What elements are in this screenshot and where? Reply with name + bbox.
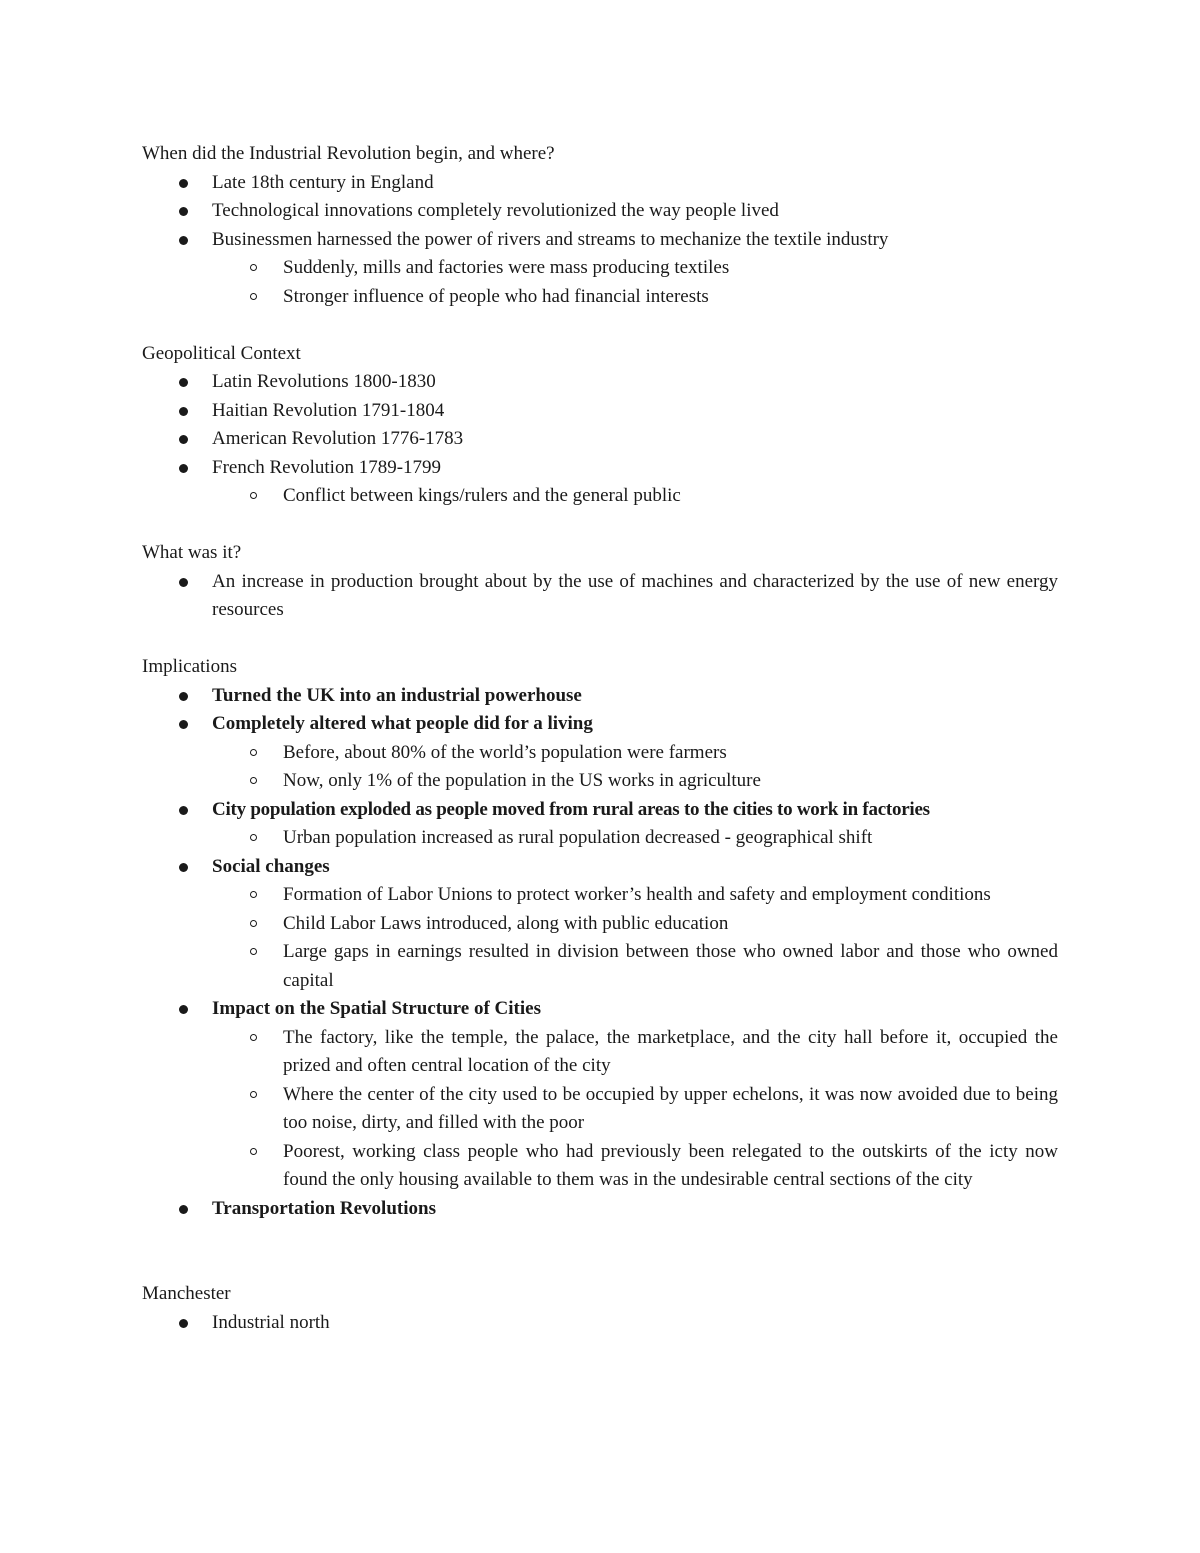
sub-list-item: Stronger influence of people who had financial interests (142, 283, 1058, 312)
bullet-list (142, 368, 1058, 511)
bullet-icon (179, 236, 188, 245)
sub-list-item: Large gaps in earnings resulted in division between those who owned labor and those who owned capital (142, 938, 1058, 995)
list-item: French Revolution 1789-1799 Conflict between kings/rulers and the general public (142, 454, 1058, 511)
sub-list-item: Urban population increased as rural population decreased - geographical shift (142, 824, 1058, 853)
bullet-list (142, 568, 1058, 625)
section-heading: What was it? (142, 542, 242, 563)
bullet-icon (179, 378, 188, 387)
sub-bullet-list (212, 482, 1058, 511)
circle-bullet-icon (250, 749, 257, 756)
circle-bullet-icon (250, 264, 257, 271)
list-item: Late 18th century in England (142, 169, 1058, 198)
bullet-icon (179, 1005, 188, 1014)
bullet-icon (179, 179, 188, 188)
bullet-icon (179, 806, 188, 815)
bullet-icon (179, 407, 188, 416)
sub-bullet-list (212, 881, 1058, 995)
section-heading: Manchester (142, 1283, 231, 1304)
bullet-icon (179, 692, 188, 701)
circle-bullet-icon (250, 1034, 257, 1041)
bullet-icon (179, 1319, 188, 1328)
sub-list-item: Before, about 80% of the world’s population were farmers (142, 739, 1058, 768)
bullet-list (142, 169, 1058, 312)
bullet-icon (179, 464, 188, 473)
list-item: An increase in production brought about by the use of machines and characterized by the use of new energy resources (142, 568, 1058, 625)
list-item: City population exploded as people moved from rural areas to the cities to work in factories Urban population increased as rural population decreased - geographical shift (142, 796, 1058, 853)
list-item: Latin Revolutions 1800-1830 (142, 368, 1058, 397)
bullet-icon (179, 720, 188, 729)
bullet-icon (179, 207, 188, 216)
sub-list-item: Child Labor Laws introduced, along with public education (142, 910, 1058, 939)
list-item: Technological innovations completely revolutionized the way people lived (142, 197, 1058, 226)
circle-bullet-icon (250, 948, 257, 955)
sub-list-item: Poorest, working class people who had previously been relegated to the outskirts of the icty now found the only housing available to them was in the undesirable central sections of the city (142, 1138, 1058, 1195)
circle-bullet-icon (250, 920, 257, 927)
sub-list-item: Conflict between kings/rulers and the general public (142, 482, 1058, 511)
list-item: Transportation Revolutions (142, 1195, 1058, 1224)
circle-bullet-icon (250, 1148, 257, 1155)
list-item: Businessmen harnessed the power of rivers and streams to mechanize the textile industry Suddenly, mills and factories were mass producing textiles Stronger influence of people who had financial interests (142, 226, 1058, 312)
circle-bullet-icon (250, 492, 257, 499)
section-heading: When did the Industrial Revolution begin, and where? (142, 143, 555, 164)
circle-bullet-icon (250, 293, 257, 300)
sub-list-item: Suddenly, mills and factories were mass producing textiles (142, 254, 1058, 283)
list-item: Completely altered what people did for a living Before, about 80% of the world’s population were farmers Now, only 1% of the population in the US works in agriculture (142, 710, 1058, 796)
list-item: Social changes Formation of Labor Unions to protect worker’s health and safety and employment conditions Child Labor Laws introduced, along with public education Large gaps in earnings resulted in division between those who owned labor and those who owned capital (142, 853, 1058, 996)
sub-bullet-list (212, 254, 1058, 311)
bullet-icon (179, 863, 188, 872)
list-item: American Revolution 1776-1783 (142, 425, 1058, 454)
bullet-list (142, 682, 1058, 1224)
section-heading: Geopolitical Context (142, 342, 301, 364)
sub-bullet-list (212, 1024, 1058, 1195)
circle-bullet-icon (250, 777, 257, 784)
sub-list-item: Where the center of the city used to be occupied by upper echelons, it was now avoided due to being too noise, dirty, and filled with the poor (142, 1081, 1058, 1138)
sub-bullet-list (212, 824, 1058, 853)
sub-list-item: Formation of Labor Unions to protect worker’s health and safety and employment conditions (142, 881, 1058, 910)
sub-bullet-list (212, 739, 1058, 796)
list-item: Industrial north (142, 1309, 1058, 1338)
sub-list-item: The factory, like the temple, the palace, the marketplace, and the city hall before it, occupied the prized and often central location of the city (142, 1024, 1058, 1081)
bullet-icon (179, 435, 188, 444)
list-item: Impact on the Spatial Structure of Cities The factory, like the temple, the palace, the marketplace, and the city hall before it, occupied the prized and often central location of the city Where the center of the city used to be occupied by upper echelons, it was now avoided due to being too noise, dirty, and filled with the poor Poorest, working class people who had previously been relegated to the outskirts of the icty now found the only housing available to them was in the undesirable central sections of the city (142, 995, 1058, 1195)
list-item: Turned the UK into an industrial powerhouse (142, 682, 1058, 711)
bullet-icon (179, 1205, 188, 1214)
list-item: Haitian Revolution 1791-1804 (142, 397, 1058, 426)
circle-bullet-icon (250, 1091, 257, 1098)
bullet-list (142, 1309, 1058, 1338)
document-page (142, 140, 1058, 1337)
bullet-icon (179, 578, 188, 587)
sub-list-item: Now, only 1% of the population in the US works in agriculture (142, 767, 1058, 796)
circle-bullet-icon (250, 891, 257, 898)
circle-bullet-icon (250, 834, 257, 841)
section-heading: Implications (142, 656, 237, 677)
